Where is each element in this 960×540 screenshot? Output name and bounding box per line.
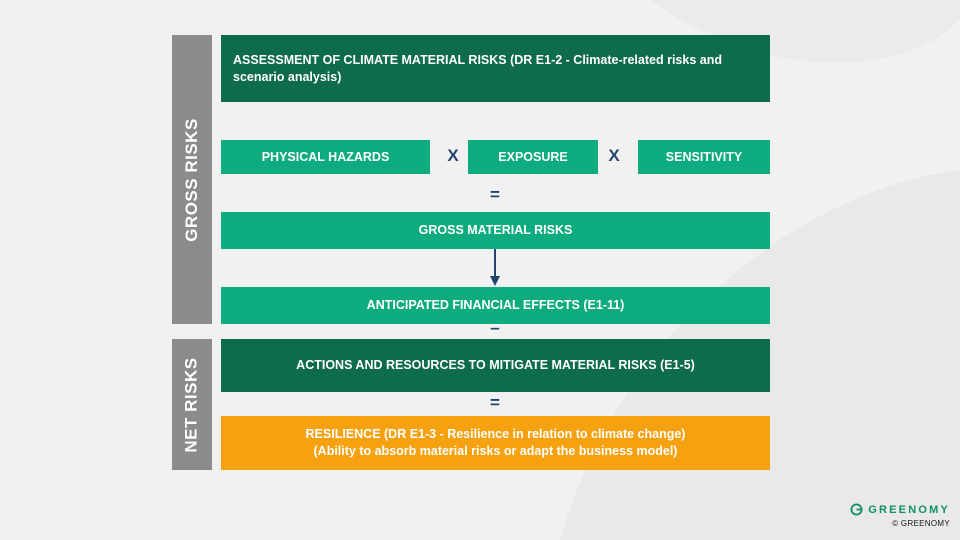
multiply-operator: X <box>608 146 620 165</box>
net-risks-label: NET RISKS <box>172 339 212 470</box>
greenomy-logo-icon <box>850 503 863 516</box>
down-arrow <box>487 249 503 287</box>
exposure-box: EXPOSURE <box>468 140 598 174</box>
greenomy-logo <box>850 503 950 528</box>
sensitivity-box: SENSITIVITY <box>638 140 770 174</box>
resilience-box: RESILIENCE (DR E1-3 - Resilience in relation to climate change) (Ability to absorb material risks or adapt the business model) <box>221 416 770 470</box>
actions-resources-box: ACTIONS AND RESOURCES TO MITIGATE MATERIAL RISKS (E1-5) <box>221 339 770 392</box>
logo-text: GREENOMY <box>868 503 950 516</box>
gross-material-risks-box: GROSS MATERIAL RISKS <box>221 212 770 249</box>
physical-hazards-box: PHYSICAL HAZARDS <box>221 140 430 174</box>
minus-operator: – <box>490 318 500 337</box>
multiply-operator: X <box>447 146 459 165</box>
copyright-text: © GREENOMY <box>892 519 950 528</box>
gross-risks-label: GROSS RISKS <box>172 35 212 324</box>
anticipated-financial-effects-box: ANTICIPATED FINANCIAL EFFECTS (E1-11) <box>221 287 770 324</box>
equals-operator: = <box>490 185 500 204</box>
assessment-box: ASSESSMENT OF CLIMATE MATERIAL RISKS (DR E1-2 - Climate-related risks and scenario analysis) <box>221 35 770 102</box>
equals-operator: = <box>490 393 500 412</box>
